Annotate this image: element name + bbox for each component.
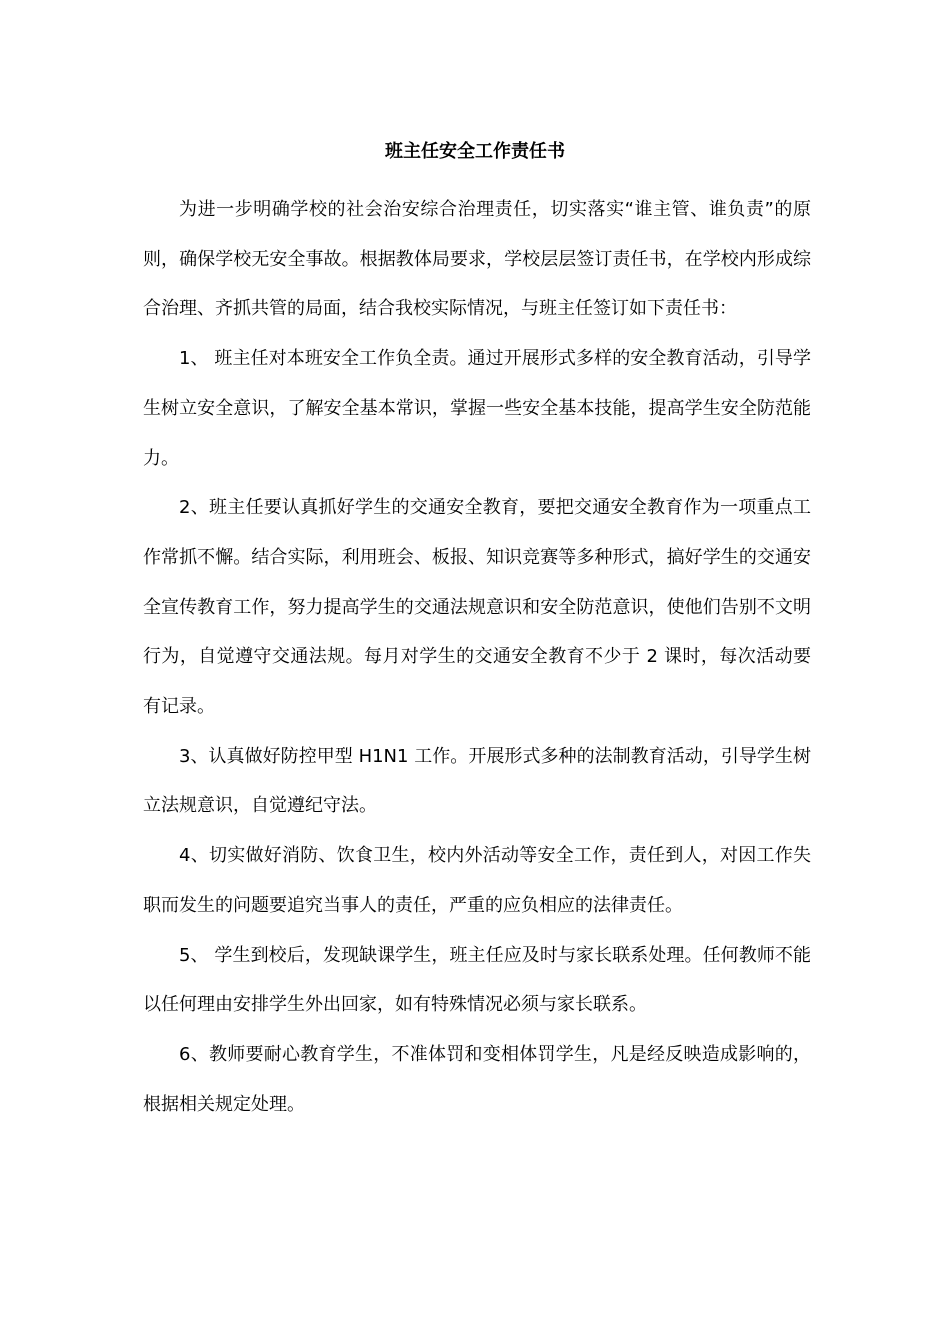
paragraph-intro: 为进一步明确学校的社会治安综合治理责任，切实落实“谁主管、谁负责”的原则，确保学校无安全事故。根据教体局要求，学校层层签订责任书，在学校内形成综合治理、齐抓共管的局面，结合我校实际情况，与班主任签订如下责任书： bbox=[143, 199, 811, 320]
paragraph-item-2: 2、班主任要认真抓好学生的交通安全教育，要把交通安全教育作为一项重点工作常抓不懈。结合实际，利用班会、板报、知识竞赛等多种形式，搞好学生的交通安全宣传教育工作，努力提高学生的交通法规意识和安全防范意识，使他们告别不文明行为，自觉遵守交通法规。每月对学生的交通安全教育不少于 2 课时，每次活动要有记录。 bbox=[143, 497, 811, 718]
paragraph-item-5: 5、 学生到校后，发现缺课学生，班主任应及时与家长联系处理。任何教师不能以任何理由安排学生外出回家，如有特殊情况必须与家长联系。 bbox=[143, 944, 811, 1016]
document-title: 班主任安全工作责任书 bbox=[385, 141, 565, 162]
paragraph-item-3: 3、认真做好防控甲型 H1N1 工作。开展形式多种的法制教育活动，引导学生树立法规意识，自觉遵纪守法。 bbox=[143, 745, 811, 817]
paragraph-item-6: 6、教师要耐心教育学生，不准体罚和变相体罚学生，凡是经反映造成影响的，根据相关规定处理。 bbox=[143, 1043, 811, 1115]
paragraph-item-1: 1、 班主任对本班安全工作负全责。通过开展形式多样的安全教育活动，引导学生树立安全意识，了解安全基本常识，掌握一些安全基本技能，提高学生安全防范能力。 bbox=[143, 348, 811, 469]
document-body bbox=[143, 185, 811, 1129]
paragraph-item-4: 4、切实做好消防、饮食卫生，校内外活动等安全工作，责任到人，对因工作失职而发生的问题要追究当事人的责任，严重的应负相应的法律责任。 bbox=[143, 845, 811, 916]
